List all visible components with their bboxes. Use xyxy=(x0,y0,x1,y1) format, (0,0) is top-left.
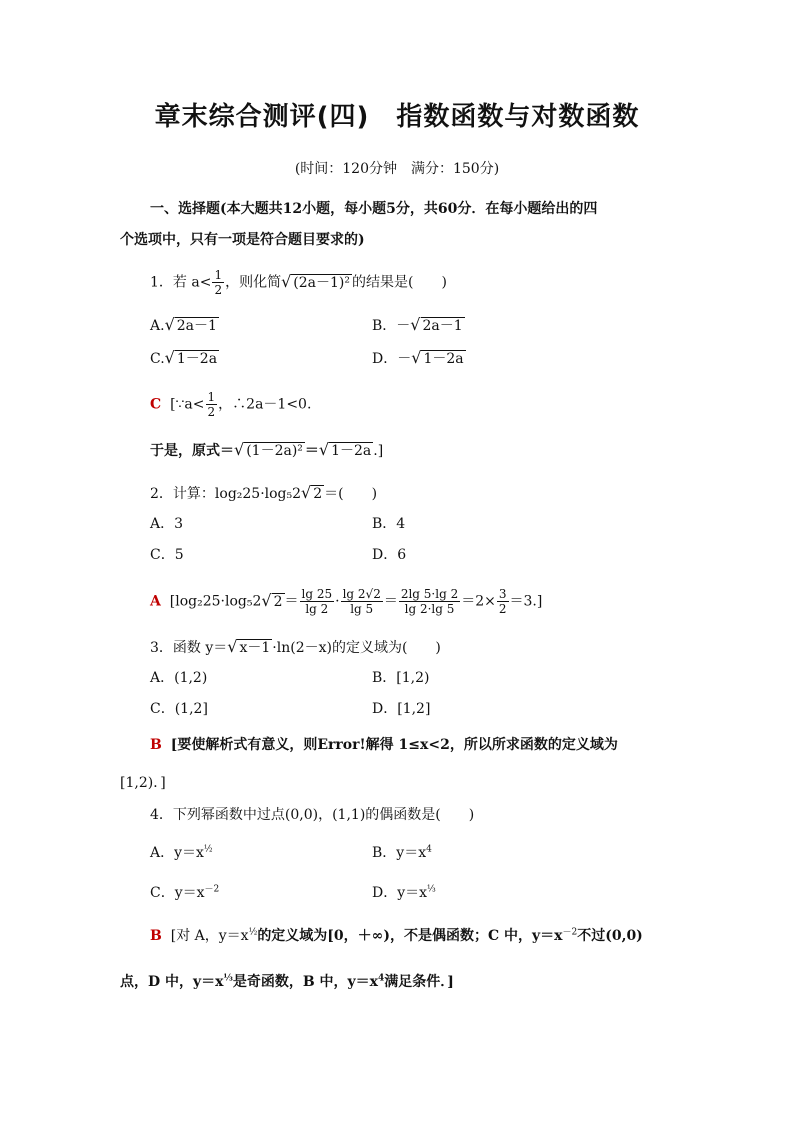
q1-option-a-radicand: 2a－1 xyxy=(176,318,217,334)
q2-fraction-3 xyxy=(399,587,460,616)
q2-f2-numerator: lg 2√2 xyxy=(342,587,381,601)
q4-option-b-text: B．y＝x xyxy=(372,845,427,861)
q1-option-c xyxy=(150,347,219,370)
q1-option-b-radicand: 2a－1 xyxy=(422,318,463,334)
question-4-stem: 4．下列幂函数中过点(0,0)，(1,1)的偶函数是( ) xyxy=(150,807,475,823)
q3-sol-line-1-text: [要使解析式有意义，则Error!解得 1≤x<2，所以所求函数的定义域为 xyxy=(170,737,618,753)
question-3-stem xyxy=(150,636,441,659)
q4-sol2-exponent: ⅓ xyxy=(223,973,233,984)
q2-f4-numerator: 3 xyxy=(498,587,507,601)
q2-f1-denominator: lg 2 xyxy=(305,602,329,616)
q4-option-b xyxy=(372,842,432,864)
q2-f3-numerator: 2lg 5·lg 2 xyxy=(400,587,459,601)
q2-fraction-2 xyxy=(341,587,383,616)
page-title: 章末综合测评(四) 指数函数与对数函数 xyxy=(154,102,640,132)
q2-f4-denominator: 2 xyxy=(498,602,507,616)
q1-sol1-b: ，∴2a－1<0. xyxy=(218,396,312,413)
q1-radical: √ (2a－1)² xyxy=(281,271,350,291)
q4-solution-line-2 xyxy=(120,971,454,993)
q1-sol-frac-denominator: 2 xyxy=(207,405,216,419)
q4-sol2-c: 满足条件．] xyxy=(384,974,454,990)
q4-option-c-text: C．y＝x xyxy=(150,885,205,901)
q4-option-c-exponent: －2 xyxy=(204,884,220,895)
q3-solution-line-1 xyxy=(150,734,618,756)
q4-sol1-c: 不过(0,0) xyxy=(577,928,643,944)
q4-sol2-exponent-2: 4 xyxy=(378,973,385,984)
q1-radicand: (2a－1)² xyxy=(293,274,350,291)
q1-option-b-label: B．－ xyxy=(372,318,411,334)
q1-sol-frac-numerator: 1 xyxy=(207,390,216,404)
q1-sol1-a: [∵a< xyxy=(170,396,205,413)
q1-sol-fraction xyxy=(206,390,218,419)
q2-option-a: A．3 xyxy=(150,516,184,532)
q4-option-d xyxy=(372,882,436,904)
q1-stem-b: ，则化简 xyxy=(225,274,282,291)
q2-sol-eq1: ＝ xyxy=(284,593,299,610)
q3-stem-b: ·ln(2－x)的定义域为( ) xyxy=(272,640,441,656)
q3-stem-a: 3．函数 y＝ xyxy=(150,640,228,656)
q2-sol-eq3: ＝2× xyxy=(461,593,496,610)
q4-sol1-exponent-2: －2 xyxy=(562,927,578,938)
q1-option-d-label: D．－ xyxy=(372,351,412,367)
q1-stem-c: 的结果是( ) xyxy=(351,274,447,291)
q1-sol2-eq: ＝ xyxy=(304,443,319,459)
q3-stem-radicand: x－1 xyxy=(239,640,271,656)
q1-option-c-radical: √ 1－2a xyxy=(164,348,218,367)
q2-f2-denominator: lg 5 xyxy=(350,602,374,616)
section-heading-cont: 个选项中，只有一项是符合题目要求的) xyxy=(120,232,365,248)
q3-option-c: C．(1,2] xyxy=(150,701,208,717)
q2-stem-radical: √ 2 xyxy=(301,483,323,502)
q2-stem-radicand: 2 xyxy=(313,486,323,502)
q1-answer: C xyxy=(150,396,162,413)
q2-sol-end: ＝3.] xyxy=(509,593,543,610)
q4-option-b-exponent: 4 xyxy=(426,844,432,855)
q1-option-c-radicand: 1－2a xyxy=(176,351,218,367)
q1-option-c-label: C. xyxy=(150,351,165,367)
q1-sol2-end: .] xyxy=(373,443,384,459)
q2-answer: A xyxy=(150,593,161,610)
q2-option-b: B．4 xyxy=(372,516,406,532)
question-2-stem xyxy=(150,482,377,505)
q4-option-d-text: D．y＝x xyxy=(372,885,428,901)
q3-answer: B xyxy=(150,737,162,753)
q4-sol1-b: 的定义域为[0，＋∞)，不是偶函数；C 中，y＝x xyxy=(257,928,563,944)
q1-solution-line-1 xyxy=(150,390,311,419)
q2-fraction-1 xyxy=(300,587,335,616)
q2-sol-a: [log₂25·log₅2 xyxy=(169,593,262,610)
q1-sol2-radical-1: √ (1－2a)² xyxy=(234,440,303,459)
q3-option-b: B．[1,2) xyxy=(372,670,430,686)
q3-stem-radical: √ x－1 xyxy=(227,637,271,656)
q2-sol-radicand: 2 xyxy=(273,593,283,610)
q4-sol1-a: [对 A，y＝x xyxy=(170,928,249,944)
q1-option-a xyxy=(150,314,219,337)
q1-option-d xyxy=(372,347,466,370)
q1-sol2-radical-2: √ 1－2a xyxy=(318,440,372,459)
q1-sol2-radicand-1: (1－2a)² xyxy=(246,443,303,459)
q1-option-b xyxy=(372,314,465,337)
q4-sol2-b: 是奇函数，B 中，y＝x xyxy=(232,974,379,990)
section-heading: 一、选择题(本大题共12小题，每小题5分，共60分．在每小题给出的四 xyxy=(150,201,598,217)
q4-answer: B xyxy=(150,928,162,944)
question-1-stem xyxy=(150,268,447,297)
q2-f3-denominator: lg 2·lg 5 xyxy=(404,602,455,616)
q1-stem-a: 1．若 a< xyxy=(150,274,212,291)
exam-info: (时间：120分钟 满分：150分) xyxy=(294,161,500,177)
q2-solution: A [log₂25·log₅2√ 2 ＝ $\frac{\lg 25}{\lg 2}$ · $\frac{\lg 2√2}{\lg 5}$ ＝ $\frac{2\lg 5\cdot\lg 2}{\lg 2\cdot\lg 5}$ ＝2× $\frac{3}{2}$ ＝3.] xyxy=(150,587,543,616)
q4-sol1-exponent: ½ xyxy=(248,927,258,938)
q1-option-d-radical: √ 1－2a xyxy=(411,348,464,367)
q1-option-d-radicand: 1－2a xyxy=(423,351,464,367)
q1-solution-line-2 xyxy=(150,439,383,462)
q4-option-a-text: A．y＝x xyxy=(150,845,204,861)
q2-stem: 2．计算：log₂25·log₅2 xyxy=(150,486,302,502)
q1-frac-denominator: 2 xyxy=(214,283,223,297)
q2-option-d: D．6 xyxy=(372,547,407,563)
q2-fraction-4 xyxy=(497,587,509,616)
q2-option-c: C．5 xyxy=(150,547,184,563)
q4-sol2-a: 点，D 中，y＝x xyxy=(120,974,224,990)
q2-sol-radical: √ 2 xyxy=(261,590,283,610)
q4-solution-line-1 xyxy=(150,925,643,947)
q1-option-a-label: A. xyxy=(150,318,165,334)
q1-option-a-radical: √ 2a－1 xyxy=(164,315,217,334)
q3-option-a: A．(1,2) xyxy=(150,670,208,686)
q2-sol-eq2: ＝ xyxy=(383,593,398,610)
q3-option-d: D．[1,2] xyxy=(372,701,431,717)
q4-option-a xyxy=(150,842,213,864)
q1-frac-numerator: 1 xyxy=(214,268,223,282)
q1-option-b-radical: √ 2a－1 xyxy=(410,315,463,334)
q2-stem-end: ＝( ) xyxy=(324,486,378,502)
q4-option-c xyxy=(150,882,219,904)
q4-option-d-exponent: ⅓ xyxy=(427,884,436,895)
q3-solution-line-2: [1,2)．] xyxy=(120,775,166,791)
q4-option-a-exponent: ½ xyxy=(203,844,213,855)
q1-sol2-a: 于是，原式＝ xyxy=(150,443,234,459)
q1-fraction xyxy=(212,268,224,297)
q2-f1-numerator: lg 25 xyxy=(301,587,333,601)
q1-sol2-radicand-2: 1－2a xyxy=(331,443,372,459)
